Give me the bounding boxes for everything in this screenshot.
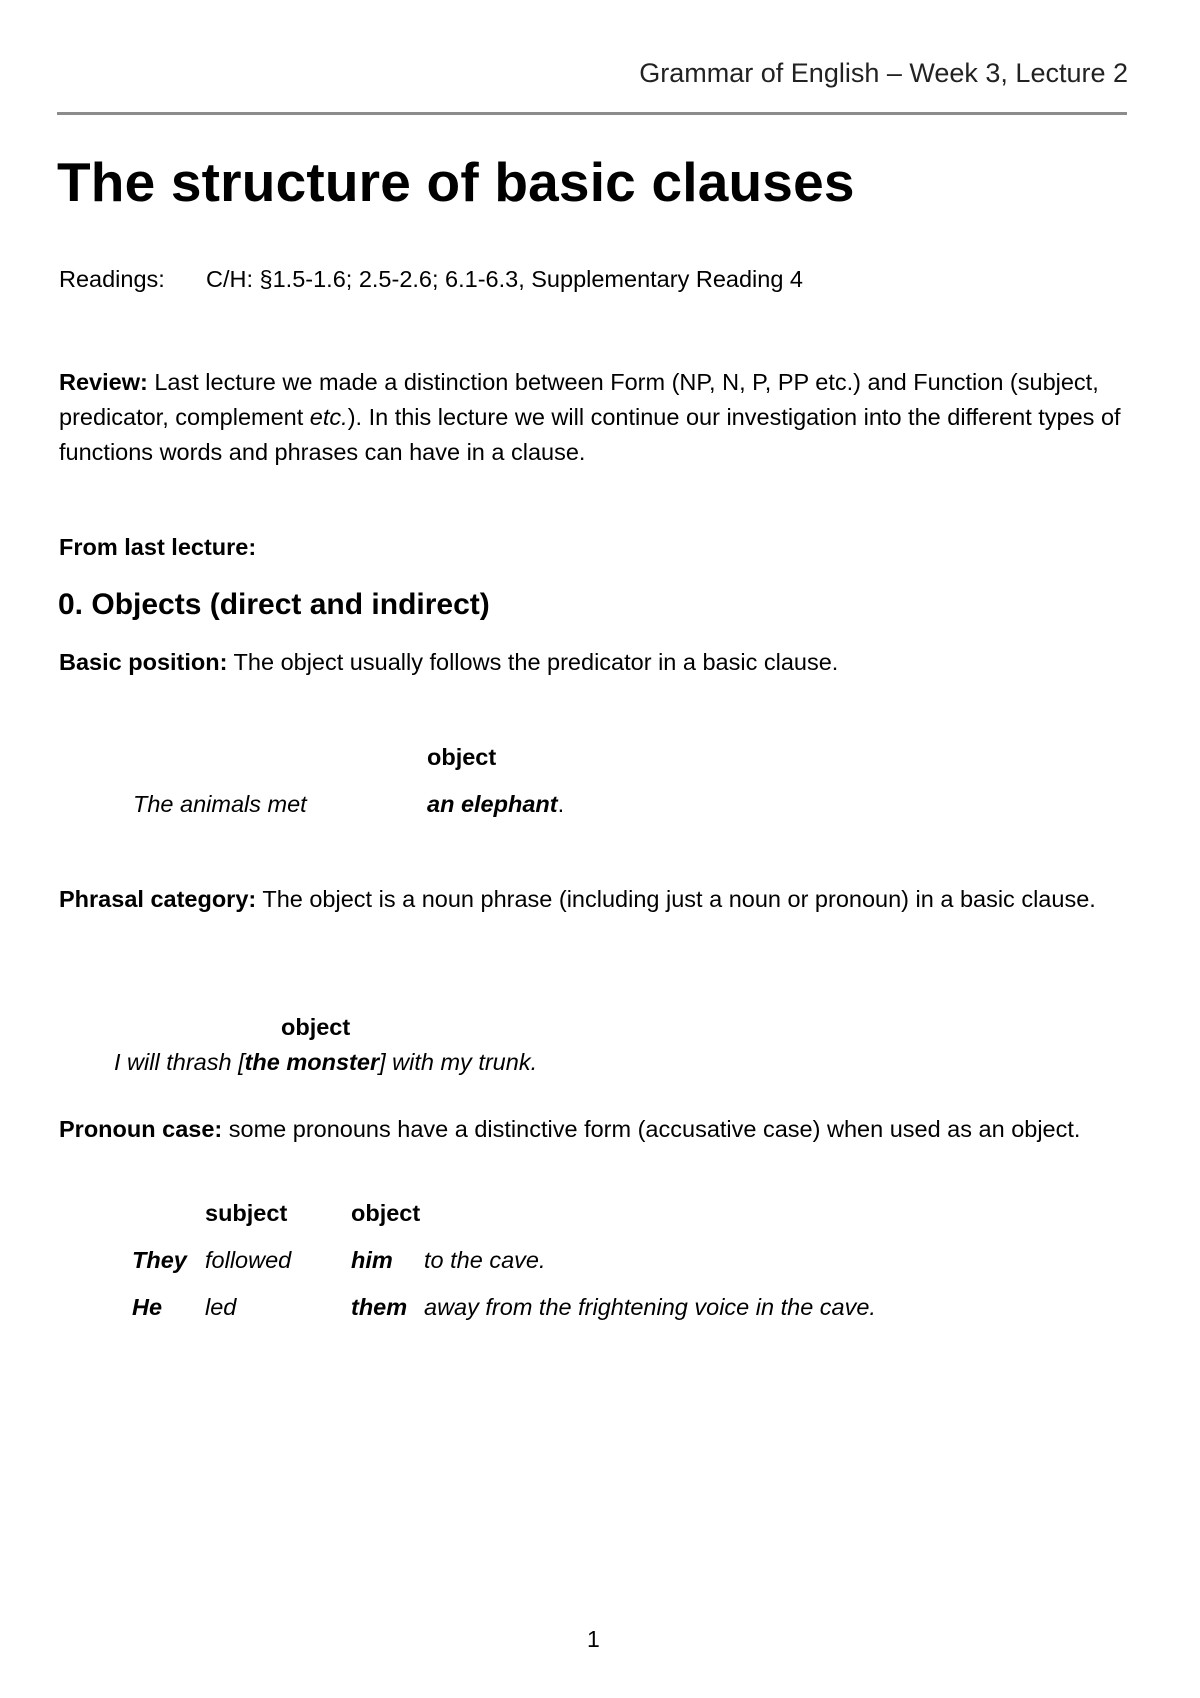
pronoun-row1-subject: They [132,1247,187,1273]
pronoun-case-text: some pronouns have a distinctive form (accusative case) when used as an object. [222,1116,1081,1142]
pronoun-row2-object: them [351,1294,408,1320]
review-label: Review: [59,369,148,395]
review-etc: etc. [309,404,348,430]
pronoun-case-label: Pronoun case: [59,1116,223,1142]
pronoun-row2-subject: He [132,1294,163,1320]
example1-end: . [557,791,565,817]
example2-sentence [114,1045,537,1080]
pronoun-row2-verb: led [205,1294,237,1320]
example2-after: ] with my trunk. [379,1049,538,1075]
pronoun-row1-object: him [351,1247,393,1273]
phrasal-category-text: The object is a noun phrase (including just a noun or pronoun) in a basic clause. [256,886,1096,912]
example2-before: I will thrash [ [114,1049,245,1075]
example1-object [427,787,564,822]
review-text-2: ). In this lecture we will continue our investigation into the different types of functions words and phrases can have in a clause. [59,404,1121,465]
pronoun-row1-verb: followed [205,1247,292,1273]
section-heading: 0. Objects (direct and indirect) [58,588,490,621]
review-text-1: Last lecture we made a distinction between Form (NP, N, P, PP etc.) and Function (subject, predicator, complement [59,369,1099,430]
basic-position-paragraph [59,645,838,680]
example1-object-label: object [427,744,497,770]
example1-object-phrase: an elephant [427,791,558,817]
phrasal-category-label: Phrasal category: [59,886,257,912]
pronoun-header-object: object [351,1200,421,1226]
example2-object-label: object [281,1014,351,1040]
example1-predicate: The animals met [133,791,307,817]
pronoun-header-subject: subject [205,1200,288,1226]
phrasal-category-paragraph [59,882,1129,917]
pronoun-case-paragraph [59,1112,1129,1147]
review-paragraph [59,365,1129,470]
readings-value: C/H: §1.5-1.6; 2.5-2.6; 6.1-6.3, Supplementary Reading 4 [206,266,803,292]
from-last-lecture: From last lecture: [59,534,257,560]
readings-label: Readings: [59,266,165,292]
example2-object-phrase: the monster [244,1049,380,1075]
running-header: Grammar of English – Week 3, Lecture 2 [639,58,1128,88]
basic-position-label: Basic position: [59,649,228,675]
basic-position-text: The object usually follows the predicator in a basic clause. [227,649,839,675]
pronoun-row1-rest: to the cave. [424,1247,546,1273]
page-title: The structure of basic clauses [57,151,855,213]
header-rule [57,112,1127,115]
pronoun-row2-rest: away from the frightening voice in the cave. [424,1294,876,1320]
page-number: 1 [587,1626,600,1652]
